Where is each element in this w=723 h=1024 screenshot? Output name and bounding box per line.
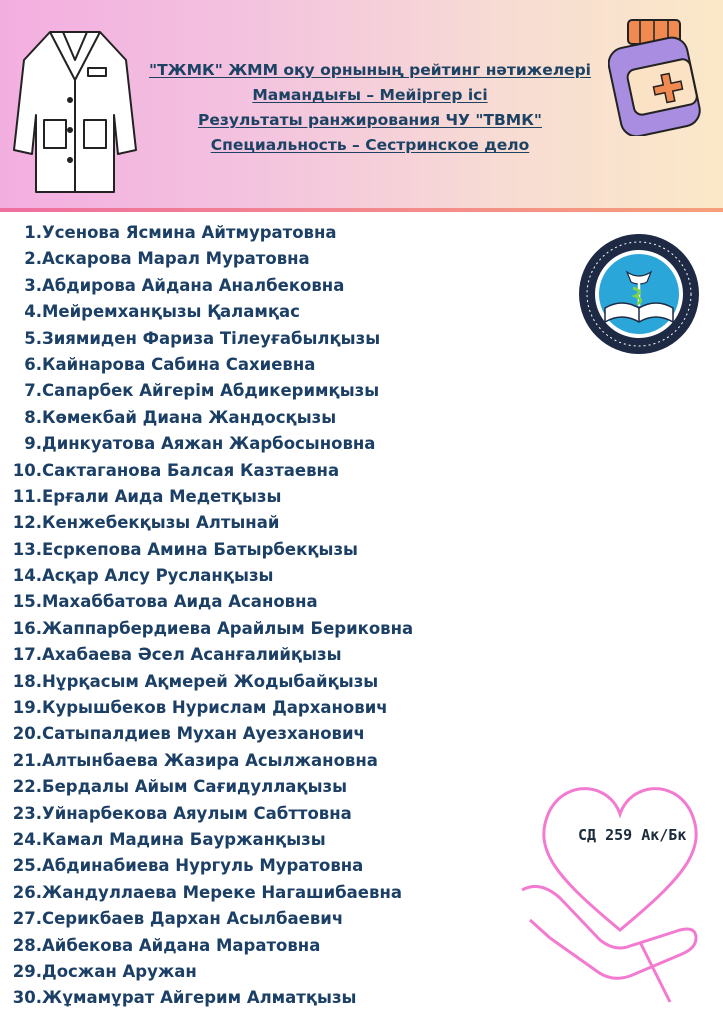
list-item [0,299,413,325]
student-name: Кайнарова Сабина Сахиевна [42,354,316,374]
list-item-number: 2. [24,249,42,269]
title-kz: "ТЖМК" ЖММ оқу орнының рейтинг нәтижелері [149,61,591,79]
student-name: Абдинабиева Нургуль Муратовна [42,856,364,876]
list-item [0,378,413,404]
list-item-number: 16. [12,618,42,638]
student-name: Махаббатова Аида Асановна [42,592,318,612]
student-name: Серикбаев Дархан Асылбаевич [42,909,344,929]
list-item-number: 24. [12,829,42,849]
list-item-number: 21. [12,750,42,770]
list-item-number: 19. [12,698,42,718]
list-item-number: 11. [12,486,42,506]
list-item [0,669,413,695]
list-item [0,589,413,615]
list-item-number: 18. [12,671,42,691]
header-titles [120,58,620,158]
student-name: Көмекбай Диана Жандосқызы [42,407,337,427]
list-item-number: 9. [24,434,42,454]
list-item [0,273,413,299]
list-item-number: 22. [12,777,42,797]
student-name: Асқар Алсу Русланқызы [42,566,274,586]
list-item [0,906,413,932]
list-item [0,748,413,774]
college-logo-icon [577,232,701,356]
specialty-ru: Специальность – Сестринское дело [210,136,530,154]
list-item [0,853,413,879]
list-item-number: 29. [12,961,42,981]
list-item-number: 7. [24,381,42,401]
title-ru: Результаты ранжирования ЧУ "ТВМК" [198,111,542,129]
student-name: Нұрқасым Ақмерей Жодыбайқызы [42,671,379,691]
group-code-label: СД 259 Ак/Бк [578,826,687,844]
list-item [0,721,413,747]
student-name: Курышбеков Нурислам Дарханович [42,698,388,718]
list-item [0,616,413,642]
list-item-number: 20. [12,724,42,744]
list-item [0,405,413,431]
list-item [0,563,413,589]
list-item [0,827,413,853]
student-name: Уйнарбекова Аяулым Сабттовна [42,803,352,823]
header-divider [0,208,723,212]
student-name: Динкуатова Аяжан Жарбосыновна [42,434,376,454]
list-item [0,220,413,246]
list-item-number: 8. [24,407,42,427]
student-name: Досжан Аружан [42,961,197,981]
list-item [0,246,413,272]
student-name: Кенжебекқызы Алтынай [42,513,280,533]
list-item [0,642,413,668]
student-name: Мейремханқызы Қаламқас [42,302,300,322]
student-name: Жандуллаева Мереке Нагашибаевна [42,882,402,902]
student-name: Ахабаева Әсел Асанғалийқызы [42,645,342,665]
list-item [0,510,413,536]
student-name: Сапарбек Айгерім Абдикеримқызы [42,381,380,401]
student-name: Камал Мадина Бауржанқызы [42,829,326,849]
list-item-number: 10. [12,460,42,480]
list-item-number: 30. [12,988,42,1008]
list-item [0,352,413,378]
list-item-number: 14. [12,566,42,586]
list-item [0,431,413,457]
list-item-number: 25. [12,856,42,876]
list-item-number: 13. [12,539,42,559]
student-name: Аскарова Марал Муратовна [42,249,310,269]
student-ranking-list [0,220,413,1012]
student-name: Усенова Ясмина Айтмуратовна [42,223,337,242]
list-item [0,537,413,563]
student-name: Ерғали Аида Медетқызы [42,486,282,506]
specialty-kz: Мамандығы – Мейіргер ісі [252,86,488,104]
student-name: Алтынбаева Жазира Асылжановна [42,750,378,770]
student-name: Жаппарбердиева Арайлым Бериковна [42,618,414,638]
student-name: Сактаганова Балсая Казтаевна [42,460,340,480]
heart-hand-icon [520,770,720,1020]
list-item [0,458,413,484]
student-name: Зиямиден Фариза Тілеуғабылқызы [42,328,381,348]
list-item [0,985,413,1011]
student-name: Абдирова Айдана Аналбековна [42,275,345,295]
list-item [0,933,413,959]
medicine-jar-icon [608,16,714,136]
student-name: Жұмамұрат Айгерим Алматқызы [42,988,357,1008]
list-item [0,695,413,721]
list-item-number: 26. [12,882,42,902]
list-item-number: 23. [12,803,42,823]
list-item-number: 4. [24,302,42,322]
list-item-number: 28. [12,935,42,955]
list-item [0,880,413,906]
list-item-number: 15. [12,592,42,612]
list-item-number: 17. [12,645,42,665]
list-item [0,959,413,985]
list-item-number: 5. [24,328,42,348]
list-item [0,801,413,827]
student-name: Айбекова Айдана Маратовна [42,935,321,955]
list-item-number: 3. [24,275,42,295]
list-item-number: 12. [12,513,42,533]
list-item [0,326,413,352]
student-name: Есркепова Амина Батырбекқызы [42,539,358,559]
student-name: Сатыпалдиев Мухан Ауезханович [42,724,365,744]
student-name: Бердалы Айым Сағидуллақызы [42,777,348,797]
list-item-number: 6. [24,354,42,374]
list-item-number: 1. [24,223,42,242]
list-item [0,774,413,800]
list-item-number: 27. [12,909,42,929]
list-item [0,484,413,510]
